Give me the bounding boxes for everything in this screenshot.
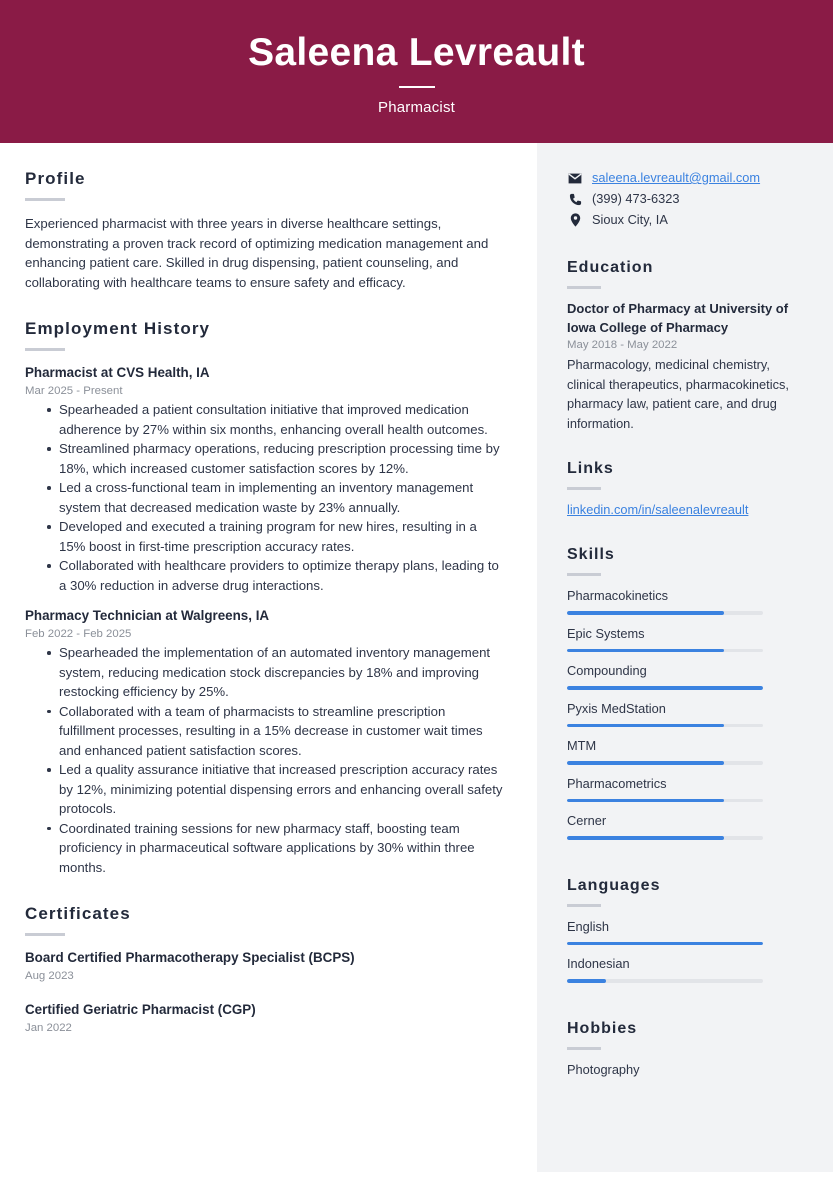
list-item: Led a quality assurance initiative that increased prescription accuracy rates by 12%, minimizing potential dispensing errors and enhancing overall safety protocols.	[47, 760, 504, 819]
list-item: Spearheaded a patient consultation initiative that improved medication adherence by 27% within six months, enhancing overall health outcomes.	[47, 400, 504, 439]
skill-label: MTM	[567, 738, 597, 753]
skill-level-fill	[567, 611, 724, 615]
links-heading: Links	[567, 460, 614, 477]
sidebar-column	[537, 143, 833, 1172]
skill-level-fill	[567, 649, 724, 653]
skill-item	[567, 587, 798, 615]
employment-heading-rule	[25, 348, 65, 351]
hobbies-heading-rule	[567, 1047, 601, 1050]
education-entry-title: Doctor of Pharmacy at University of Iowa College of Pharmacy	[567, 301, 789, 335]
section-hobbies	[567, 1020, 798, 1079]
skill-level-bar	[567, 761, 763, 765]
certificate-entry	[25, 1001, 504, 1036]
employment-entry-title: Pharmacist at CVS Health, IA	[25, 365, 210, 380]
section-skills	[567, 546, 798, 840]
education-entry-description: Pharmacology, medicinal chemistry, clinical therapeutics, pharmacokinetics, pharmacy law, patient care, and drug information.	[567, 357, 789, 431]
list-item: Streamlined pharmacy operations, reducing prescription processing time by 18%, which increased customer satisfaction scores by 12%.	[47, 439, 504, 478]
employment-entry-date: Mar 2025 - Present	[25, 385, 123, 397]
hobby-item: Photography	[567, 1061, 640, 1077]
skill-label: Pyxis MedStation	[567, 700, 666, 716]
spacer	[25, 292, 504, 319]
language-level-fill	[567, 942, 763, 946]
profile-heading: Profile	[25, 169, 86, 188]
list-item: Led a cross-functional team in implementing an inventory management system that decreased medication waste by 23% annually.	[47, 478, 504, 517]
section-profile	[25, 169, 504, 292]
hobbies-heading: Hobbies	[567, 1019, 638, 1037]
profile-heading-rule	[25, 198, 65, 201]
phone-icon	[567, 193, 583, 206]
contact-phone-row	[567, 190, 798, 208]
spacer	[567, 433, 798, 460]
language-level-bar	[567, 979, 763, 983]
certificate-date: Jan 2022	[25, 1022, 72, 1034]
languages-heading-rule	[567, 904, 601, 907]
list-item: Coordinated training sessions for new pharmacy staff, boosting team proficiency in pharmaceutical software applications by 30% within three months.	[47, 819, 504, 878]
section-education	[567, 259, 798, 433]
education-heading-rule	[567, 286, 601, 289]
skill-label: Pharmacometrics	[567, 775, 667, 791]
skill-item	[567, 700, 798, 728]
list-item: Developed and executed a training program for new hires, resulting in a 15% boost in first-time prescription accuracy rates.	[47, 517, 504, 556]
employment-entry-title: Pharmacy Technician at Walgreens, IA	[25, 608, 270, 623]
section-certificates	[25, 904, 504, 1036]
skill-label: Epic Systems	[567, 625, 645, 641]
resume-header	[0, 0, 833, 143]
certificates-heading-rule	[25, 933, 65, 936]
employment-entry-bullets	[25, 400, 504, 595]
language-label: English	[567, 918, 609, 934]
spacer	[25, 595, 504, 605]
contact-email-row	[567, 169, 798, 187]
certificate-title: Certified Geriatric Pharmacist (CGP)	[25, 1002, 256, 1017]
skill-item	[567, 812, 798, 840]
section-languages	[567, 877, 798, 983]
spacer	[567, 232, 798, 259]
skill-item	[567, 625, 798, 653]
contact-location-row	[567, 211, 798, 229]
list-item: Collaborated with healthcare providers to optimize therapy plans, leading to a 30% reduction in adverse drug interactions.	[47, 556, 504, 595]
profile-text: Experienced pharmacist with three years in diverse healthcare settings, demonstrating a proven track record of optimizing medication management and enhancing patient care. Skilled in drug dispensing, patient counseling, and collaborating with healthcare teams to ensure safety and efficacy.	[25, 216, 489, 290]
skill-level-bar	[567, 799, 763, 803]
location-pin-icon	[567, 213, 583, 227]
candidate-name: Saleena Levreault	[248, 31, 585, 75]
header-divider	[399, 86, 435, 88]
skill-level-fill	[567, 836, 724, 840]
spacer	[567, 993, 798, 1020]
skill-level-bar	[567, 836, 763, 840]
envelope-icon	[567, 173, 583, 184]
skill-item	[567, 662, 798, 690]
certificates-heading: Certificates	[25, 904, 131, 923]
language-item	[567, 955, 798, 983]
employment-entry	[25, 607, 504, 877]
spacer	[25, 985, 504, 999]
education-heading: Education	[567, 259, 654, 276]
resume-body	[0, 143, 833, 1178]
section-links	[567, 460, 798, 519]
language-label: Indonesian	[567, 956, 630, 971]
certificate-date: Aug 2023	[25, 970, 74, 982]
certificate-entry	[25, 949, 504, 984]
certificate-title: Board Certified Pharmacotherapy Specialist (BCPS)	[25, 950, 355, 965]
language-level-bar	[567, 942, 763, 946]
contact-email-link[interactable]: saleena.levreault@gmail.com	[592, 170, 761, 185]
languages-heading: Languages	[567, 876, 661, 894]
skill-level-bar	[567, 686, 763, 690]
language-item	[567, 918, 798, 946]
skill-level-fill	[567, 799, 724, 803]
spacer	[25, 877, 504, 904]
employment-entry	[25, 364, 504, 595]
skill-item	[567, 737, 798, 765]
skill-level-fill	[567, 686, 763, 690]
list-item: Collaborated with a team of pharmacists to streamline prescription fulfillment processes, resulting in a 15% decrease in customer wait times and enhanced patient satisfaction scores.	[47, 702, 504, 761]
spacer	[567, 519, 798, 546]
education-entry-date: May 2018 - May 2022	[567, 339, 678, 351]
contact-location-text: Sioux City, IA	[592, 212, 668, 227]
language-level-fill	[567, 979, 606, 983]
links-heading-rule	[567, 487, 601, 490]
section-employment-history	[25, 319, 504, 877]
skill-label: Pharmacokinetics	[567, 588, 668, 603]
list-item: Spearheaded the implementation of an automated inventory management system, reducing medication stock discrepancies by 18% and improving restocking efficiency by 25%.	[47, 643, 504, 702]
candidate-job-title: Pharmacist	[377, 98, 456, 116]
skill-item	[567, 775, 798, 803]
skill-level-bar	[567, 611, 763, 615]
employment-entry-bullets	[25, 643, 504, 877]
employment-entry-date: Feb 2022 - Feb 2025	[25, 628, 132, 640]
skill-level-fill	[567, 761, 724, 765]
skill-label: Compounding	[567, 663, 647, 678]
skills-heading-rule	[567, 573, 601, 576]
employment-heading: Employment History	[25, 319, 211, 338]
skill-label: Cerner	[567, 813, 607, 828]
linkedin-link[interactable]: linkedin.com/in/saleenalevreault	[567, 502, 749, 517]
spacer	[567, 850, 798, 877]
contact-details	[567, 169, 798, 229]
skills-heading: Skills	[567, 546, 615, 563]
skill-level-fill	[567, 724, 724, 728]
skill-level-bar	[567, 724, 763, 728]
main-column	[0, 143, 537, 1037]
contact-phone-text: (399) 473-6323	[592, 191, 680, 206]
skill-level-bar	[567, 649, 763, 653]
education-entry	[567, 300, 798, 433]
